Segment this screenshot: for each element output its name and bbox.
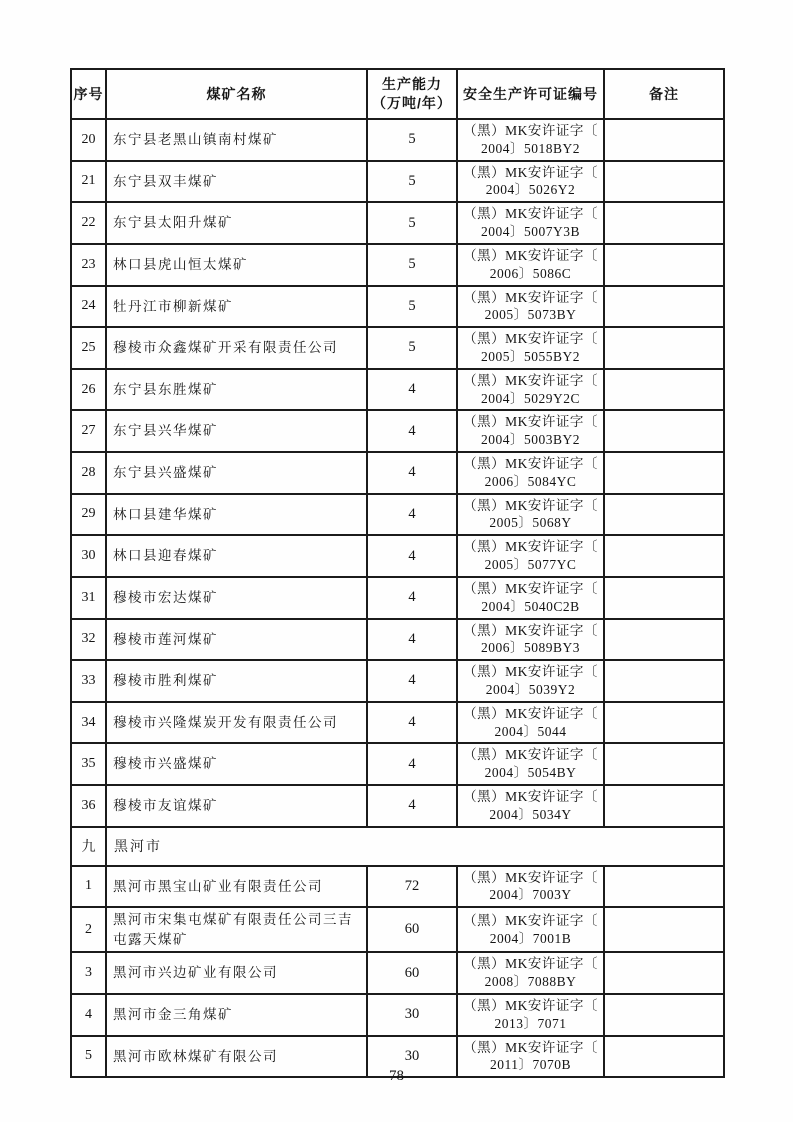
cell-remark: [604, 369, 724, 411]
cell-license: （黑）MK安许证字〔 2005〕5055BY2: [457, 327, 604, 369]
cell-capacity: 4: [367, 702, 457, 744]
cell-seq: 31: [71, 577, 106, 619]
cell-license: （黑）MK安许证字〔 2004〕5034Y: [457, 785, 604, 827]
table-row: [71, 619, 724, 661]
cell-mine-name: 东宁县双丰煤矿: [106, 161, 367, 203]
cell-license: （黑）MK安许证字〔 2011〕7070B: [457, 1036, 604, 1078]
cell-remark: [604, 743, 724, 785]
section-name: 黑河市: [106, 827, 724, 866]
cell-capacity: 4: [367, 452, 457, 494]
cell-mine-name: 黑河市兴边矿业有限公司: [106, 952, 367, 994]
cell-capacity: 4: [367, 535, 457, 577]
cell-remark: [604, 161, 724, 203]
cell-remark: [604, 952, 724, 994]
cell-license: （黑）MK安许证字〔 2004〕5040C2B: [457, 577, 604, 619]
cell-mine-name: 穆棱市宏达煤矿: [106, 577, 367, 619]
cell-license: （黑）MK安许证字〔 2004〕5044: [457, 702, 604, 744]
cell-remark: [604, 327, 724, 369]
cell-license: （黑）MK安许证字〔 2004〕5029Y2C: [457, 369, 604, 411]
cell-license: （黑）MK安许证字〔 2004〕5007Y3B: [457, 202, 604, 244]
cell-remark: [604, 244, 724, 286]
cell-seq: 5: [71, 1036, 106, 1078]
cell-mine-name: 东宁县东胜煤矿: [106, 369, 367, 411]
cell-seq: 21: [71, 161, 106, 203]
cell-license: （黑）MK安许证字〔 2004〕5018BY2: [457, 119, 604, 161]
table-body: [71, 119, 724, 1077]
cell-mine-name: 黑河市欧林煤矿有限公司: [106, 1036, 367, 1078]
cell-capacity: 72: [367, 866, 457, 908]
table-row: [71, 202, 724, 244]
header-remark: 备注: [604, 69, 724, 119]
header-row: [71, 69, 724, 119]
cell-mine-name: 穆棱市众鑫煤矿开采有限责任公司: [106, 327, 367, 369]
cell-mine-name: 林口县迎春煤矿: [106, 535, 367, 577]
cell-seq: 34: [71, 702, 106, 744]
header-capacity: [367, 69, 457, 119]
cell-seq: 27: [71, 410, 106, 452]
table-row: [71, 994, 724, 1036]
cell-seq: 3: [71, 952, 106, 994]
cell-mine-name: 林口县建华煤矿: [106, 494, 367, 536]
page-number: 78: [389, 1068, 404, 1084]
cell-license: （黑）MK安许证字〔 2004〕7001B: [457, 907, 604, 952]
header-license: 安全生产许可证编号: [457, 69, 604, 119]
cell-license: （黑）MK安许证字〔 2005〕5068Y: [457, 494, 604, 536]
cell-remark: [604, 994, 724, 1036]
table-row: [71, 952, 724, 994]
cell-license: （黑）MK安许证字〔 2004〕5003BY2: [457, 410, 604, 452]
cell-mine-name: 黑河市宋集屯煤矿有限责任公司三吉屯露天煤矿: [106, 907, 367, 952]
cell-mine-name: 穆棱市兴隆煤炭开发有限责任公司: [106, 702, 367, 744]
cell-capacity: 5: [367, 161, 457, 203]
table-row: [71, 702, 724, 744]
cell-license: （黑）MK安许证字〔 2004〕5026Y2: [457, 161, 604, 203]
cell-seq: 20: [71, 119, 106, 161]
cell-remark: [604, 660, 724, 702]
table-row: [71, 535, 724, 577]
cell-seq: 30: [71, 535, 106, 577]
cell-capacity: 5: [367, 286, 457, 328]
cell-capacity: 5: [367, 327, 457, 369]
cell-seq: 23: [71, 244, 106, 286]
cell-seq: 35: [71, 743, 106, 785]
table-row: [71, 494, 724, 536]
cell-license: （黑）MK安许证字〔 2004〕5039Y2: [457, 660, 604, 702]
cell-remark: [604, 410, 724, 452]
cell-remark: [604, 785, 724, 827]
cell-license: （黑）MK安许证字〔 2005〕5077YC: [457, 535, 604, 577]
cell-remark: [604, 702, 724, 744]
cell-license: （黑）MK安许证字〔 2005〕5073BY: [457, 286, 604, 328]
table-row: [71, 785, 724, 827]
cell-capacity: 60: [367, 952, 457, 994]
cell-seq: 33: [71, 660, 106, 702]
table-row: [71, 452, 724, 494]
cell-seq: 36: [71, 785, 106, 827]
cell-remark: [604, 907, 724, 952]
table-row: [71, 369, 724, 411]
cell-mine-name: 黑河市金三角煤矿: [106, 994, 367, 1036]
cell-license: （黑）MK安许证字〔 2004〕7003Y: [457, 866, 604, 908]
cell-mine-name: 穆棱市友谊煤矿: [106, 785, 367, 827]
header-capacity-line2: （万吨/年）: [372, 95, 452, 111]
cell-capacity: 4: [367, 494, 457, 536]
coal-mine-table: [70, 68, 725, 1078]
cell-license: （黑）MK安许证字〔 2008〕7088BY: [457, 952, 604, 994]
cell-remark: [604, 202, 724, 244]
cell-capacity: 30: [367, 994, 457, 1036]
section-seq: 九: [71, 827, 106, 866]
cell-license: （黑）MK安许证字〔 2004〕5054BY: [457, 743, 604, 785]
cell-capacity: 5: [367, 244, 457, 286]
table-row: [71, 410, 724, 452]
cell-remark: [604, 286, 724, 328]
cell-mine-name: 牡丹江市柳新煤矿: [106, 286, 367, 328]
cell-seq: 1: [71, 866, 106, 908]
table-row: [71, 244, 724, 286]
table-row: [71, 743, 724, 785]
cell-seq: 22: [71, 202, 106, 244]
table-row: [71, 327, 724, 369]
header-capacity-line1: 生产能力: [382, 76, 442, 93]
cell-remark: [604, 119, 724, 161]
cell-remark: [604, 619, 724, 661]
cell-license: （黑）MK安许证字〔 2006〕5084YC: [457, 452, 604, 494]
cell-seq: 32: [71, 619, 106, 661]
cell-remark: [604, 452, 724, 494]
cell-mine-name: 黑河市黑宝山矿业有限责任公司: [106, 866, 367, 908]
cell-seq: 28: [71, 452, 106, 494]
cell-capacity: 30: [367, 1036, 457, 1078]
cell-mine-name: 穆棱市兴盛煤矿: [106, 743, 367, 785]
section-row: [71, 827, 724, 866]
cell-capacity: 5: [367, 202, 457, 244]
cell-license: （黑）MK安许证字〔 2013〕7071: [457, 994, 604, 1036]
cell-mine-name: 穆棱市胜利煤矿: [106, 660, 367, 702]
table-row: [71, 577, 724, 619]
cell-capacity: 4: [367, 660, 457, 702]
table-row: [71, 907, 724, 952]
cell-seq: 29: [71, 494, 106, 536]
cell-seq: 24: [71, 286, 106, 328]
cell-seq: 25: [71, 327, 106, 369]
cell-capacity: 4: [367, 619, 457, 661]
cell-remark: [604, 494, 724, 536]
cell-mine-name: 东宁县兴盛煤矿: [106, 452, 367, 494]
cell-remark: [604, 535, 724, 577]
cell-seq: 26: [71, 369, 106, 411]
table-header: [71, 69, 724, 119]
cell-capacity: 60: [367, 907, 457, 952]
cell-capacity: 4: [367, 577, 457, 619]
cell-mine-name: 东宁县老黑山镇南村煤矿: [106, 119, 367, 161]
header-seq: 序号: [71, 69, 106, 119]
table-row: [71, 866, 724, 908]
cell-license: （黑）MK安许证字〔 2006〕5086C: [457, 244, 604, 286]
cell-seq: 2: [71, 907, 106, 952]
cell-license: （黑）MK安许证字〔 2006〕5089BY3: [457, 619, 604, 661]
cell-capacity: 5: [367, 119, 457, 161]
table-row: [71, 119, 724, 161]
cell-remark: [604, 577, 724, 619]
cell-mine-name: 穆棱市莲河煤矿: [106, 619, 367, 661]
cell-capacity: 4: [367, 369, 457, 411]
cell-capacity: 4: [367, 785, 457, 827]
cell-mine-name: 东宁县兴华煤矿: [106, 410, 367, 452]
cell-mine-name: 林口县虎山恒太煤矿: [106, 244, 367, 286]
cell-capacity: 4: [367, 410, 457, 452]
cell-seq: 4: [71, 994, 106, 1036]
header-mine-name: 煤矿名称: [106, 69, 367, 119]
cell-remark: [604, 866, 724, 908]
cell-mine-name: 东宁县太阳升煤矿: [106, 202, 367, 244]
cell-capacity: 4: [367, 743, 457, 785]
table-row: [71, 161, 724, 203]
table-row: [71, 286, 724, 328]
table-row: [71, 660, 724, 702]
